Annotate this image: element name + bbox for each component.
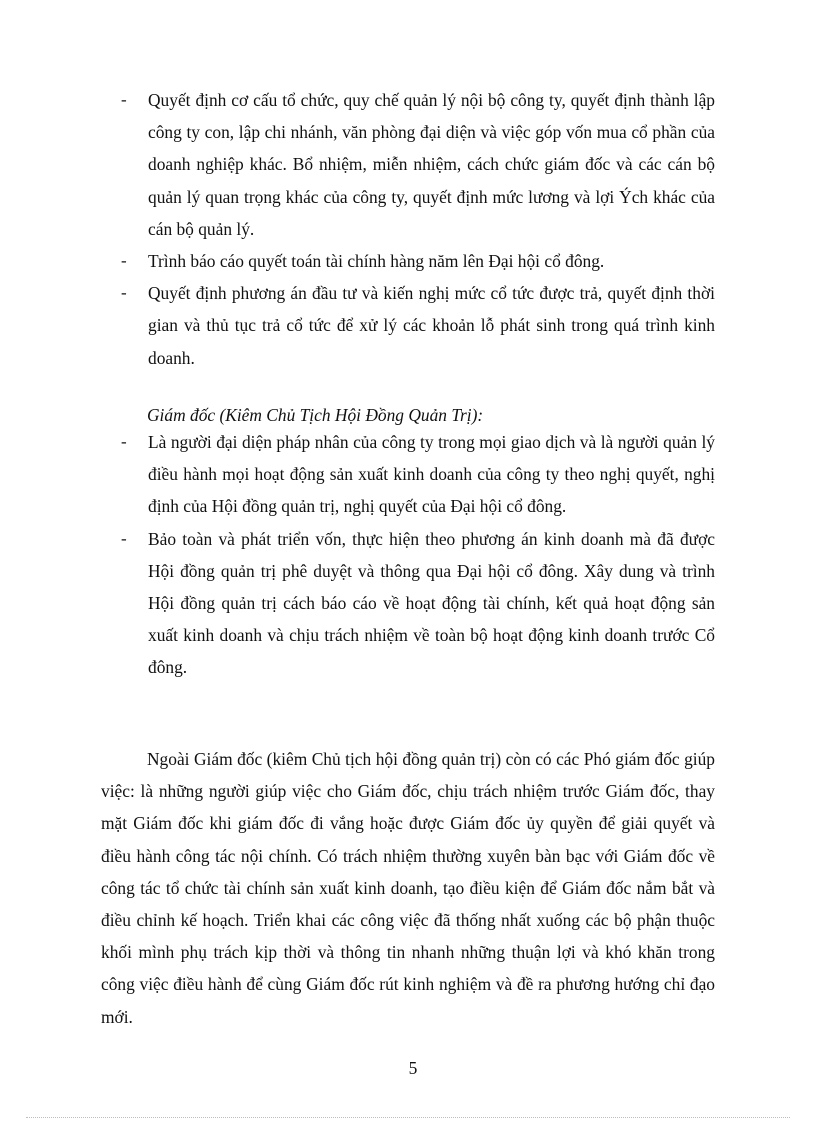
list-item [121,523,715,684]
list-item [121,245,715,277]
body-paragraph: Ngoài Giám đốc (kiêm Chủ tịch hội đồng quản trị) còn có các Phó giám đốc giúp việc: là những người giúp việc cho Giám đốc, chịu trách nhiệm trước Giám đốc, thay mặt Giám đốc khi giám đốc đi vắng hoặc được Giám đốc ủy quyền để giải quyết và điều hành công tác nội chính. Có trách nhiệm thường xuyên bàn bạc với Giám đốc về công tác tổ chức tài chính sản xuất kinh doanh, tạo điều kiện để Giám đốc nắm bắt và điều chỉnh kế hoạch. Triển khai các công việc đã thống nhất xuống các bộ phận thuộc khối mình phụ trách kịp thời và thông tin nhanh những thuận lợi và khó khăn trong công việc điều hành để cùng Giám đốc rút kinh nghiệm và đề ra phương hướng chỉ đạo mới. [101,749,715,1027]
page-number: 5 [408,1058,418,1078]
list-item-text: Bảo toàn và phát triển vốn, thực hiện theo phương án kinh doanh mà đã được Hội đồng quản trị phê duyệt và thông qua Đại hội cổ đông. Xây dung và trình Hội đồng quản trị cách báo cáo về hoạt động tài chính, kết quả hoạt động sản xuất kinh doanh và chịu trách nhiệm về toàn bộ hoạt động kinh doanh trước Cổ đông. [148,528,715,678]
list-item [121,84,715,245]
dash-bullet: - [121,528,127,548]
list-item-text: Là người đại diện pháp nhân của công ty trong mọi giao dịch và là người quản lý điều hành mọi hoạt động sản xuất kinh doanh của công ty theo nghị quyết, nghị định của Hội đồng quản trị, nghị quyết của Đại hội cổ đông. [148,432,715,517]
dash-bullet: - [121,432,127,451]
list-item-text: Quyết định cơ cấu tổ chức, quy chế quản lý nội bộ công ty, quyết định thành lập công ty con, lập chi nhánh, văn phòng đại diện và việc góp vốn mua cổ phần của doanh nghiệp khác. Bổ nhiệm, miễn nhiệm, cách chức giám đốc và các cán bộ quản lý quan trọng khác của công ty, quyết định mức lương và lợi Ých khác của cán bộ quản lý. [148,90,715,239]
list-item-text: Quyết định phương án đầu tư và kiến nghị mức cổ tức được trả, quyết định thời gian và thủ tục trả cổ tức để xử lý các khoản lỗ phát sinh trong quá trình kinh doanh. [148,283,715,368]
list-item-text: Trình báo cáo quyết toán tài chính hàng năm lên Đại hội cổ đông. [148,251,605,272]
dash-bullet: - [121,283,127,303]
footer-divider [26,1117,790,1118]
section-subheading: Giám đốc (Kiêm Chủ Tịch Hội Đồng Quản Trị): [147,405,484,425]
list-item [121,426,715,523]
board-duties-list [121,84,715,374]
dash-bullet: - [121,90,127,109]
director-duties-list [121,426,715,684]
list-item [121,277,715,374]
dash-bullet: - [121,251,127,271]
